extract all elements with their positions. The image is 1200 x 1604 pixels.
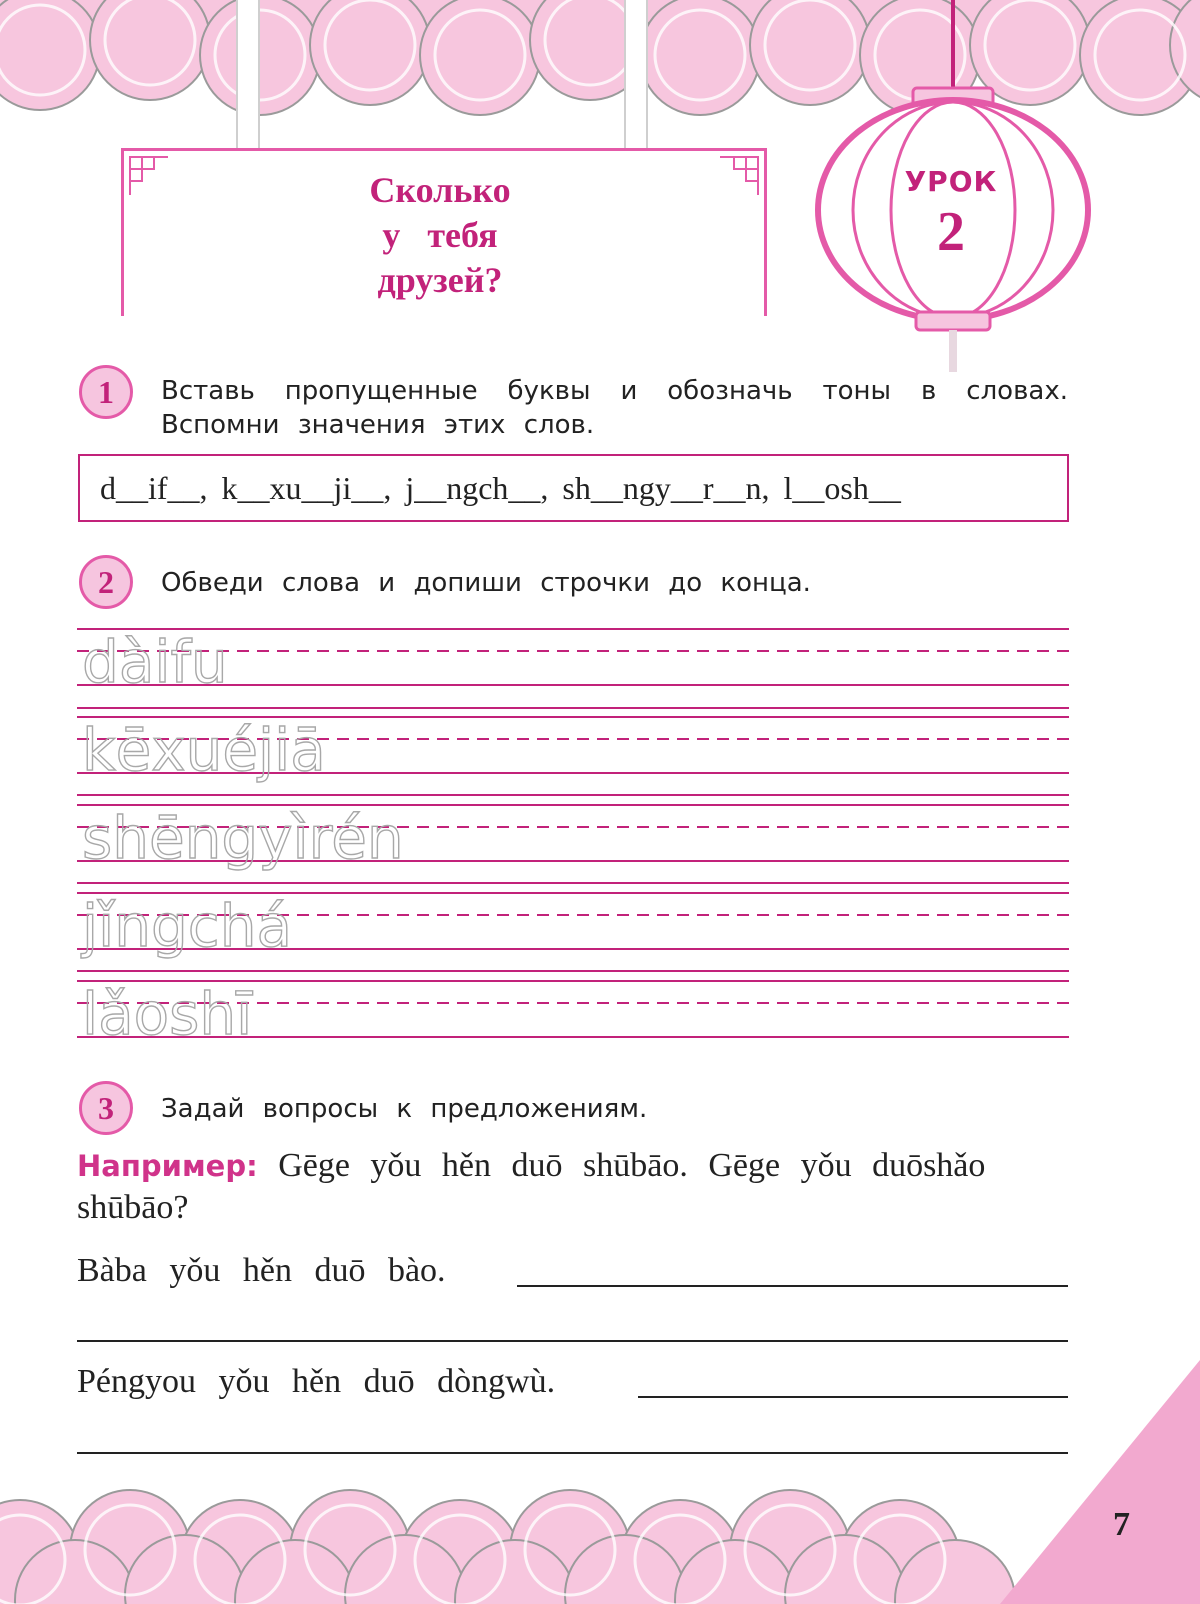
example-block	[77, 1145, 1068, 1228]
lesson-title-line: у тебя	[382, 215, 498, 255]
lesson-title-line: Сколько	[369, 170, 511, 210]
task-instruction: Задай вопросы к предложениям.	[161, 1094, 648, 1124]
trace-word: kēxuéjiā	[82, 716, 326, 784]
trace-word: jǐngchá	[82, 892, 292, 960]
example-label: Например:	[77, 1149, 258, 1183]
corner-lattice-icon	[710, 155, 760, 205]
lesson-label: УРОК	[904, 165, 998, 198]
sentence: Péngyou yǒu hěn duō dòngwù.	[77, 1363, 556, 1400]
lesson-number: 2	[937, 201, 965, 263]
answer-line[interactable]	[77, 1452, 1068, 1454]
page-number: 7	[1113, 1506, 1130, 1543]
trace-word: dàifu	[82, 628, 228, 696]
task-instruction: Вставь пропущенные буквы и обозначь тоны в словах. Вспомни значения этих слов.	[161, 376, 1068, 440]
card-hanger-right	[624, 0, 648, 150]
trace-word: lǎoshī	[82, 980, 253, 1048]
task-number-badge: 1	[79, 365, 133, 419]
answer-line[interactable]	[517, 1285, 1068, 1287]
trace-word: shēngyìrén	[82, 804, 404, 872]
answer-line[interactable]	[77, 1340, 1068, 1342]
sentence: Bàba yǒu hěn duō bào.	[77, 1252, 446, 1289]
lesson-title-line: друзей?	[377, 260, 503, 300]
task-instruction: Обведи слова и допиши строчки до конца.	[161, 568, 811, 598]
task-number-badge: 3	[79, 1081, 133, 1135]
missing-letters-box: d__if__, k__xu__ji__, j__ngch__, sh__ngy__r__n, l__osh__	[78, 454, 1069, 522]
example-text: Gēge yǒu hěn duō shūbāo. Gēge yǒu duōshǎo shūbāo?	[77, 1147, 986, 1226]
card-hanger-left	[236, 0, 260, 150]
corner-lattice-icon	[128, 155, 178, 205]
task-number-badge: 2	[79, 555, 133, 609]
page-corner-decoration	[1000, 1360, 1200, 1604]
lesson-title	[300, 168, 580, 303]
